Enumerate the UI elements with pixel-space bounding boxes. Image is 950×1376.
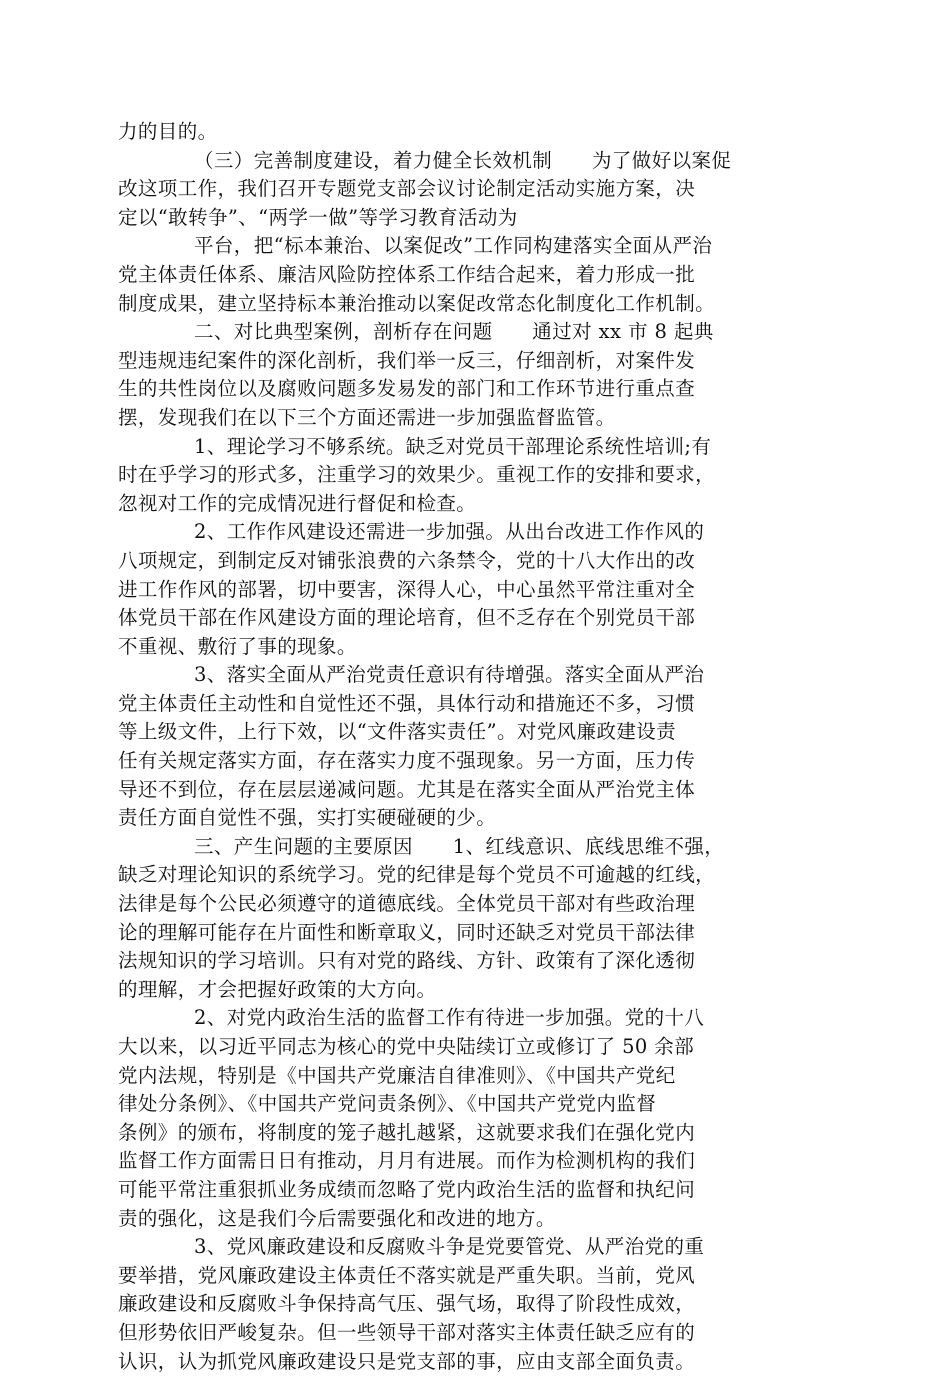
text-line: 型违规违纪案件的深化剖析，我们举一反三，仔细剖析，对案件发 [118, 348, 696, 372]
text-line: 党主体责任主动性和自觉性还不强，具体行动和措施还不多，习惯 [118, 691, 696, 715]
text-line: 体党员干部在作风建设方面的理论培育，但不乏存在个别党员干部 [118, 606, 696, 630]
text-line: 党内法规，特别是《中国共产党廉洁自律准则》、《中国共产党纪 [118, 1063, 676, 1087]
text-line: 定以“敢转争”、“两学一做”等学习教育活动为 [118, 205, 518, 229]
text-line: 但形势依旧严峻复杂。但一些领导干部对落实主体责任缺乏应有的 [118, 1320, 696, 1344]
text-line: 改这项工作，我们召开专题党支部会议讨论制定活动实施方案，决 [118, 177, 696, 201]
text-line: 力的目的。 [118, 120, 218, 143]
text-line: 律处分条例》、《中国共产党问责条例》、《中国共产党党内监督 [118, 1092, 657, 1116]
text-line: 八项规定，到制定反对铺张浪费的六条禁令，党的十八大作出的改 [118, 548, 696, 572]
text-line: 等上级文件，上行下效，以“文件落实责任”。对党风廉政建设责 [118, 720, 677, 744]
text-line: 责的强化，这是我们今后需要强化和改进的地方。 [118, 1206, 556, 1230]
text-line: 时在乎学习的形式多，注重学习的效果少。重视工作的安排和要求， [118, 463, 716, 487]
text-line: 法律是每个公民必须遵守的道德底线。全体党员干部对有些政治理 [118, 892, 696, 916]
document-body [118, 118, 834, 1376]
text-line: 不重视、敷衍了事的现象。 [118, 634, 357, 658]
text-line: 平台，把“标本兼治、以案促改”工作同构建落实全面从严治 [194, 234, 713, 258]
text-line: 摆，发现我们在以下三个方面还需进一步加强监督监管。 [118, 405, 616, 429]
text-line: 党主体责任体系、廉洁风险防控体系工作结合起来，着力形成一批 [118, 262, 696, 286]
text-line: 缺乏对理论知识的系统学习。党的纪律是每个党员不可逾越的红线， [118, 863, 716, 887]
text-line: 进工作作风的部署，切中要害，深得人心，中心虽然平常注重对全 [118, 577, 696, 601]
text-line: 的理解，才会把握好政策的大方向。 [118, 977, 437, 1001]
text-line: 要举措，党风廉政建设主体责任不落实就是严重失职。当前，党风 [118, 1263, 696, 1287]
text-line: 三、产生问题的主要原因 1、红线意识、底线思维不强， [194, 834, 725, 858]
text-line: 2、对党内政治生活的监督工作有待进一步加强。党的十八 [194, 1006, 705, 1030]
text-line: 2、工作作风建设还需进一步加强。从出台改进工作作风的 [194, 520, 705, 544]
text-line: 生的共性岗位以及腐败问题多发易发的部门和工作环节进行重点查 [118, 377, 696, 401]
text-line: 论的理解可能存在片面性和断章取义，同时还缺乏对党员干部法律 [118, 920, 696, 944]
text-line: 二、对比典型案例，剖析存在问题 通过对 xx 市 8 起典 [194, 320, 714, 344]
text-line: 监督工作方面需日日有推动，月月有进展。而作为检测机构的我们 [118, 1149, 696, 1173]
text-line: 制度成果，建立坚持标本兼治推动以案促改常态化制度化工作机制。 [118, 291, 716, 315]
text-line: 任有关规定落实方面，存在落实力度不强现象。另一方面，压力传 [118, 749, 696, 773]
text-line: 3、党风廉政建设和反腐败斗争是党要管党、从严治党的重 [194, 1235, 705, 1259]
text-line: （三）完善制度建设，着力健全长效机制 为了做好以案促 [194, 148, 732, 172]
text-line: 廉政建设和反腐败斗争保持高气压、强气场，取得了阶段性成效， [118, 1292, 696, 1316]
text-line: 法规知识的学习培训。只有对党的路线、方针、政策有了深化透彻 [118, 949, 696, 973]
text-line: 责任方面自觉性不强，实打实硬碰硬的少。 [118, 806, 497, 830]
text-line: 1、理论学习不够系统。缺乏对党员干部理论系统性培训;有 [194, 434, 712, 458]
text-line: 条例》的颁布，将制度的笼子越扎越紧，这就要求我们在强化党内 [118, 1120, 696, 1144]
text-line: 认识，认为抓党风廉政建设只是党支部的事，应由支部全面负责。 [118, 1349, 696, 1373]
text-line: 3、落实全面从严治党责任意识有待增强。落实全面从严治 [194, 663, 705, 687]
text-line: 可能平常注重狠抓业务成绩而忽略了党内政治生活的监督和执纪问 [118, 1177, 696, 1201]
text-line: 忽视对工作的完成情况进行督促和检查。 [118, 491, 477, 515]
text-line: 大以来，以习近平同志为核心的党中央陆续订立或修订了 50 余部 [118, 1035, 695, 1058]
text-line: 导还不到位，存在层层递减问题。尤其是在落实全面从严治党主体 [118, 777, 696, 801]
